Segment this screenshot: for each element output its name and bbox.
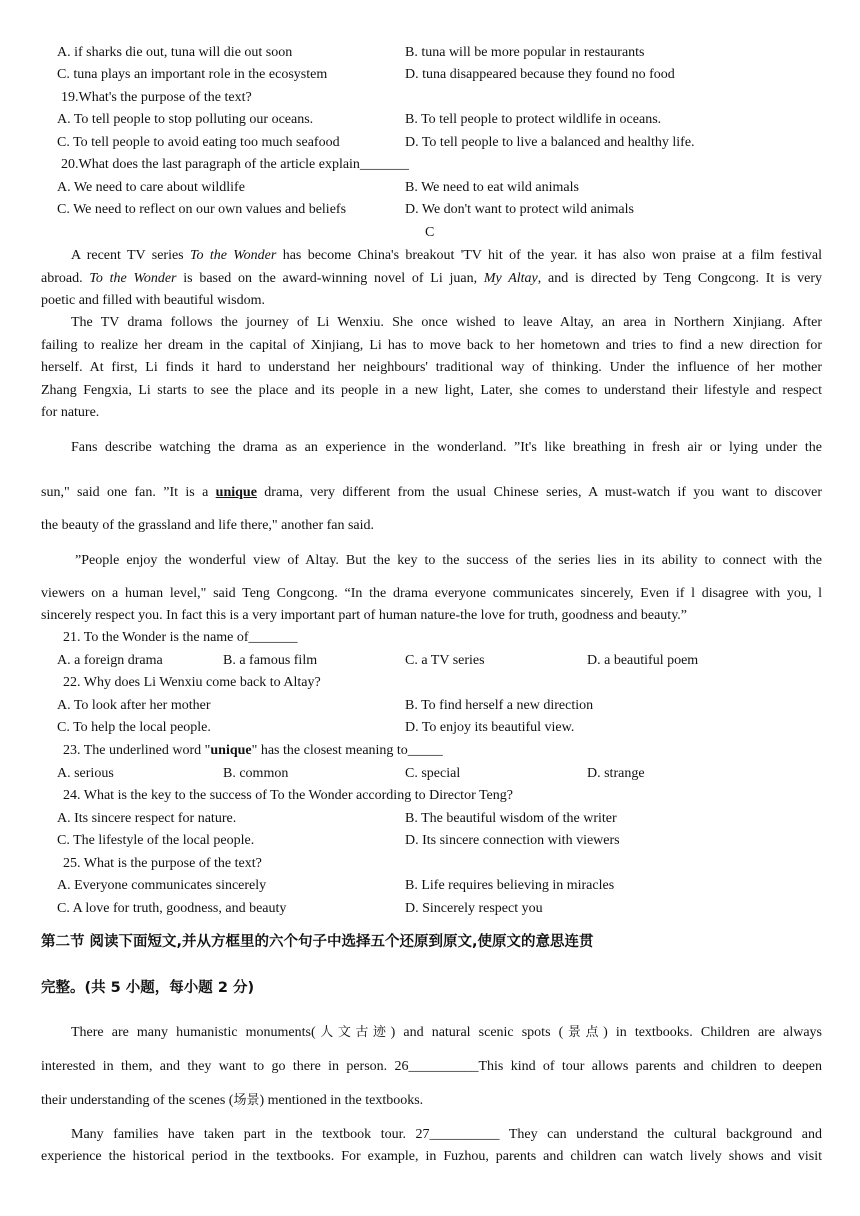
q19-option-a: A. To tell people to stop polluting our oceans.: [57, 112, 314, 127]
passage-2-paragraph-1: [41, 1022, 822, 1044]
q25-option-c: C. A love for truth, goodness, and beauty: [57, 901, 287, 916]
q18-option-c: C. tuna plays an important role in the ecosystem: [57, 67, 328, 82]
chinese-gloss: 人文古迹: [315, 1025, 391, 1040]
text: ) in textbooks. Children are always: [603, 1025, 822, 1040]
q19-stem: 19.What's the purpose of the text?: [61, 90, 252, 105]
p4-line-3: sincerely respect you. In fact this is a very important part of human nature-the love for truth, goodness and beauty.”: [41, 608, 687, 623]
q24-stem: 24. What is the key to the success of To the Wonder according to Director Teng?: [63, 788, 513, 803]
q23-option-c: C. special: [405, 766, 461, 781]
p1-line-2: [41, 268, 822, 291]
q20-option-b: B. We need to eat wild animals: [405, 180, 579, 195]
p5-line-1: [41, 1022, 822, 1044]
q19-option-d: D. To tell people to live a balanced and healthy life.: [405, 135, 695, 150]
text: their understanding of the scenes (: [41, 1093, 234, 1108]
text: , and is directed by Teng Congcong. It is very: [537, 270, 822, 286]
q21-stem: 21. To the Wonder is the name of_______: [63, 630, 298, 645]
underlined-word-unique: unique: [215, 485, 257, 500]
q19-option-b: B. To tell people to protect wildlife in oceans.: [405, 112, 662, 127]
q20-option-a: A. We need to care about wildlife: [57, 180, 245, 195]
p4-line-2: viewers on a human level," said Teng Congcong. “In the drama everyone communicates sincerely, Even if l disagree with you, l: [41, 586, 822, 601]
q20-option-c: C. We need to reflect on our own values and beliefs: [57, 202, 347, 217]
p6-line-2: experience the historical period in the textbooks. For example, in Fuzhou, parents and children can watch lively shows and visit: [41, 1149, 822, 1164]
q23-option-b: B. common: [223, 766, 289, 781]
p3-line-2: [41, 482, 822, 504]
p2-line-1: The TV drama follows the journey of Li Wenxiu. She once wished to leave Altay, an area in Northern Xinjiang. After: [71, 315, 822, 330]
passage-c-paragraph-3: [41, 437, 822, 459]
keyword-unique: unique: [210, 743, 252, 758]
p3-line-1: Fans describe watching the drama as an experience in the wonderland. ”It's like breathing in fresh air or lying under the: [71, 440, 822, 455]
q23-option-a: A. serious: [57, 766, 114, 781]
p2-line-2: failing to realize her dream in the capital of Xinjiang, Li has to move back to her hometown and tries to find a new direction for: [41, 337, 822, 353]
q24-option-d: D. Its sincere connection with viewers: [405, 833, 620, 848]
passage-2-paragraph-1-line-2: [41, 1056, 822, 1078]
q18-option-b: B. tuna will be more popular in restaurants: [405, 45, 645, 60]
text: sun," said one fan. ”It is a: [41, 485, 216, 500]
section-letter: C: [425, 225, 435, 240]
section-2-heading: 第二节 阅读下面短文,并从方框里的六个句子中选择五个还原到原文,使原文的意思连贯: [41, 934, 594, 950]
q21-option-d: D. a beautiful poem: [587, 653, 699, 668]
text: ) and natural scenic spots (: [390, 1025, 564, 1040]
chinese-gloss: 景点: [563, 1025, 604, 1040]
q25-stem: 25. What is the purpose of the text?: [63, 856, 262, 871]
q22-stem: 22. Why does Li Wenxiu come back to Altay?: [63, 675, 321, 690]
q24-option-c: C. The lifestyle of the local people.: [57, 833, 255, 848]
q23-stem: [63, 741, 443, 761]
q22-option-c: C. To help the local people.: [57, 720, 211, 735]
text: abroad.: [41, 270, 90, 286]
q25-option-b: B. Life requires believing in miracles: [405, 878, 615, 893]
text: " has the closest meaning to_____: [251, 743, 443, 758]
passage-c-paragraph-3-line-3: [41, 515, 822, 537]
text: is based on the award-winning novel of Li juan,: [176, 270, 484, 286]
section-2-heading-line-2: 完整。(共 5 小题，每小题 2 分): [41, 980, 255, 996]
passage-c-paragraph-3-line-2: [41, 482, 822, 504]
text: 23. The underlined word ": [63, 743, 211, 758]
p1-line-1: [41, 245, 822, 268]
q22-option-a: A. To look after her mother: [57, 698, 211, 713]
q22-option-d: D. To enjoy its beautiful view.: [405, 720, 575, 735]
title-italic: To the Wonder: [89, 270, 177, 286]
p2-line-3: herself. At first, Li finds it hard to understand her neighbours' traditional way of thinking. Under the influence of her mother: [41, 360, 822, 375]
p6-line-1: Many families have taken part in the textbook tour. 27__________ They can understand the cultural background and: [71, 1127, 822, 1142]
p2-line-4: Zhang Fengxia, Li starts to see the place and its people in a new light, Later, she comes to understand their lifestyle and respect: [41, 382, 822, 398]
text: A recent TV series: [71, 248, 190, 263]
q20-option-d: D. We don't want to protect wild animals: [405, 202, 634, 217]
q20-stem: 20.What does the last paragraph of the article explain_______: [61, 157, 409, 172]
passage-c-paragraph-2: [41, 312, 822, 425]
q24-option-a: A. Its sincere respect for nature.: [57, 811, 237, 826]
title-italic: To the Wonder: [189, 248, 277, 263]
text: has become China's breakout 'TV hit of the year. it has also won praise at a film festival: [276, 248, 822, 263]
q25-option-d: D. Sincerely respect you: [405, 901, 543, 916]
p3-line-3: the beauty of the grassland and life there," another fan said.: [41, 518, 375, 533]
passage-c-paragraph-4: [41, 550, 822, 572]
q21-option-a: A. a foreign drama: [57, 653, 163, 668]
text: drama, very different from the usual Chinese series, A must-watch if you want to discover: [256, 485, 822, 500]
p5-line-2: interested in them, and they want to go there in person. 26__________This kind of tour allows parents and children to deepen: [41, 1059, 822, 1074]
q25-option-a: A. Everyone communicates sincerely: [57, 878, 267, 893]
p1-line-3: poetic and filled with beautiful wisdom.: [41, 293, 265, 308]
q21-option-c: C. a TV series: [405, 653, 485, 668]
text: There are many humanistic monuments(: [71, 1025, 316, 1040]
q23-option-d: D. strange: [587, 766, 645, 781]
q18-option-a: A. if sharks die out, tuna will die out soon: [57, 45, 293, 60]
passage-2-paragraph-1-line-3: [41, 1090, 822, 1112]
title-italic: My Altay: [483, 270, 538, 286]
passage-c-paragraph-1: [41, 245, 822, 313]
passage-c-paragraph-4-line-2: [41, 583, 822, 627]
q22-option-b: B. To find herself a new direction: [405, 698, 594, 713]
text: ) mentioned in the textbooks.: [259, 1093, 424, 1108]
q18-option-d: D. tuna disappeared because they found no food: [405, 67, 675, 82]
p5-line-3: [41, 1090, 822, 1112]
q24-option-b: B. The beautiful wisdom of the writer: [405, 811, 617, 826]
q21-option-b: B. a famous film: [223, 653, 318, 668]
q19-option-c: C. To tell people to avoid eating too much seafood: [57, 135, 340, 150]
p4-line-1: ”People enjoy the wonderful view of Altay. But the key to the success of the series lies in its ability to connect with the: [75, 553, 822, 568]
p2-line-5: for nature.: [41, 405, 100, 420]
passage-2-paragraph-2: [41, 1124, 822, 1168]
chinese-gloss: 场景: [233, 1093, 260, 1108]
